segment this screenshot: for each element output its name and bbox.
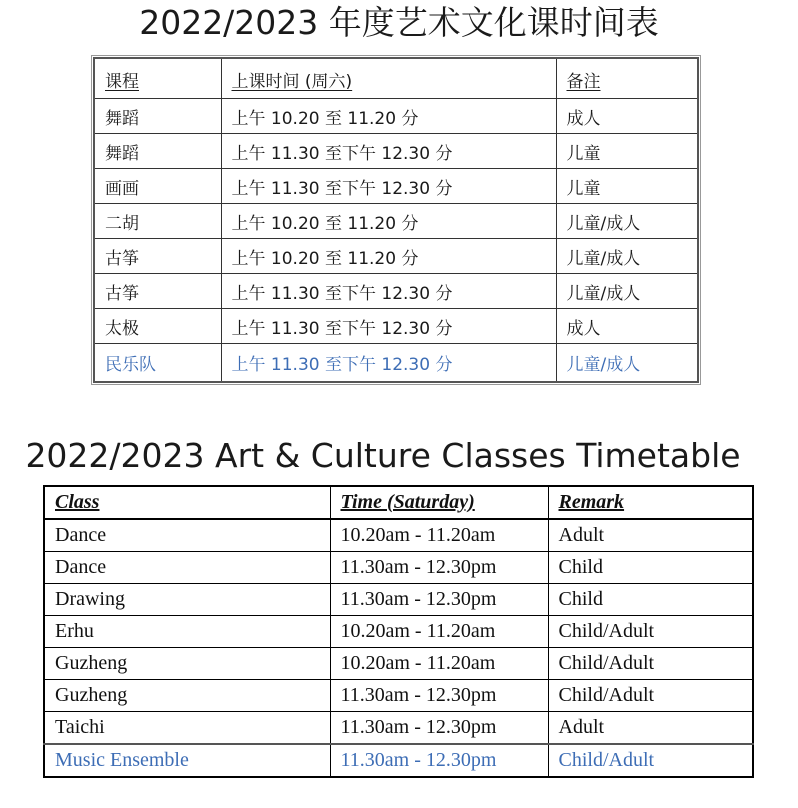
time-cell: 上午 11.30 至下午 12.30 分 bbox=[221, 169, 556, 204]
remark-cell: 儿童/成人 bbox=[556, 204, 698, 239]
class-cell: 二胡 bbox=[94, 204, 221, 239]
english-timetable bbox=[43, 485, 754, 778]
class-cell: 舞蹈 bbox=[94, 99, 221, 134]
remark-cell: 成人 bbox=[556, 309, 698, 344]
time-cell: 11.30am - 12.30pm bbox=[330, 584, 548, 616]
class-cell: Guzheng bbox=[44, 680, 330, 712]
table-row bbox=[94, 274, 698, 309]
class-cell: 民乐队 bbox=[94, 344, 221, 383]
class-cell: Drawing bbox=[44, 584, 330, 616]
remark-cell: 儿童/成人 bbox=[556, 274, 698, 309]
remark-cell: 成人 bbox=[556, 99, 698, 134]
table-row bbox=[44, 680, 753, 712]
time-cell: 上午 11.30 至下午 12.30 分 bbox=[221, 309, 556, 344]
time-cell: 10.20am - 11.20am bbox=[330, 648, 548, 680]
table-row bbox=[44, 584, 753, 616]
time-cell: 上午 11.30 至下午 12.30 分 bbox=[221, 134, 556, 169]
table-row bbox=[44, 552, 753, 584]
time-cell: 上午 11.30 至下午 12.30 分 bbox=[221, 274, 556, 309]
remark-cell: Child/Adult bbox=[548, 680, 753, 712]
english-timetable-title: 2022/2023 Art & Culture Classes Timetable bbox=[25, 436, 741, 475]
class-cell: 太极 bbox=[94, 309, 221, 344]
class-cell: Guzheng bbox=[44, 648, 330, 680]
remark-cell: 儿童 bbox=[556, 169, 698, 204]
header-class: Class bbox=[44, 486, 330, 519]
chinese-timetable bbox=[93, 57, 699, 383]
class-cell: Dance bbox=[44, 552, 330, 584]
class-cell: 古筝 bbox=[94, 239, 221, 274]
class-cell: 画画 bbox=[94, 169, 221, 204]
table-row bbox=[44, 648, 753, 680]
remark-cell: 儿童/成人 bbox=[556, 344, 698, 383]
class-cell: Taichi bbox=[44, 712, 330, 745]
class-cell: Music Ensemble bbox=[44, 744, 330, 777]
table-row bbox=[44, 712, 753, 745]
remark-cell: Child/Adult bbox=[548, 616, 753, 648]
time-cell: 上午 11.30 至下午 12.30 分 bbox=[221, 344, 556, 383]
remark-cell: Child bbox=[548, 552, 753, 584]
class-cell: Dance bbox=[44, 519, 330, 552]
table-row-highlighted bbox=[94, 344, 698, 383]
table-row-highlighted bbox=[44, 744, 753, 777]
class-cell: 古筝 bbox=[94, 274, 221, 309]
table-row bbox=[94, 99, 698, 134]
header-remark: 备注 bbox=[556, 58, 698, 99]
table-row bbox=[94, 204, 698, 239]
time-cell: 上午 10.20 至 11.20 分 bbox=[221, 204, 556, 239]
table-row bbox=[44, 616, 753, 648]
table-row bbox=[94, 169, 698, 204]
time-cell: 10.20am - 11.20am bbox=[330, 616, 548, 648]
table-row bbox=[94, 134, 698, 169]
header-time: Time (Saturday) bbox=[330, 486, 548, 519]
table-row bbox=[44, 519, 753, 552]
remark-cell: Adult bbox=[548, 712, 753, 745]
time-cell: 11.30am - 12.30pm bbox=[330, 744, 548, 777]
time-cell: 11.30am - 12.30pm bbox=[330, 712, 548, 745]
remark-cell: Child/Adult bbox=[548, 648, 753, 680]
remark-cell: 儿童 bbox=[556, 134, 698, 169]
table-row bbox=[94, 309, 698, 344]
header-time: 上课时间 (周六) bbox=[221, 58, 556, 99]
table-header-row bbox=[44, 486, 753, 519]
class-cell: 舞蹈 bbox=[94, 134, 221, 169]
time-cell: 11.30am - 12.30pm bbox=[330, 552, 548, 584]
header-remark: Remark bbox=[548, 486, 753, 519]
remark-cell: Child/Adult bbox=[548, 744, 753, 777]
time-cell: 上午 10.20 至 11.20 分 bbox=[221, 99, 556, 134]
class-cell: Erhu bbox=[44, 616, 330, 648]
time-cell: 11.30am - 12.30pm bbox=[330, 680, 548, 712]
remark-cell: 儿童/成人 bbox=[556, 239, 698, 274]
remark-cell: Child bbox=[548, 584, 753, 616]
header-class: 课程 bbox=[94, 58, 221, 99]
remark-cell: Adult bbox=[548, 519, 753, 552]
table-row bbox=[94, 239, 698, 274]
time-cell: 10.20am - 11.20am bbox=[330, 519, 548, 552]
table-header-row bbox=[94, 58, 698, 99]
time-cell: 上午 10.20 至 11.20 分 bbox=[221, 239, 556, 274]
chinese-timetable-title: 2022/2023 年度艺术文化课时间表 bbox=[139, 3, 659, 42]
